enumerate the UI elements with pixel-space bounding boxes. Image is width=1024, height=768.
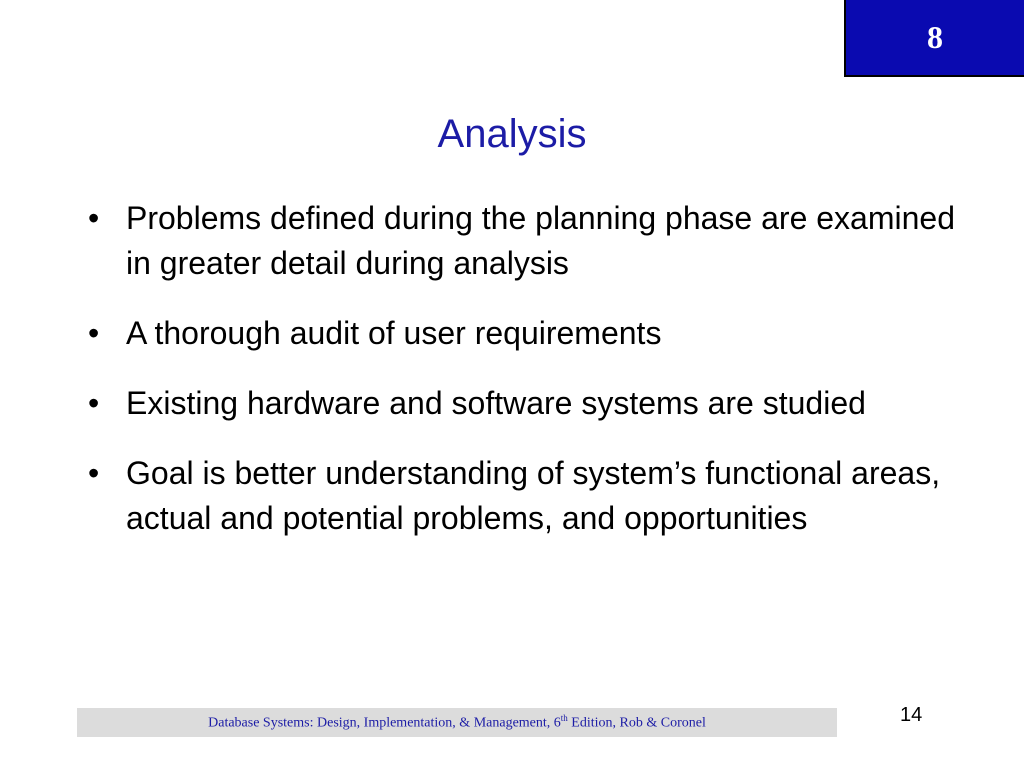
chapter-number: 8 — [927, 19, 943, 55]
bullet-icon: • — [88, 385, 100, 421]
bullet-text: Existing hardware and software systems are studied — [126, 385, 866, 421]
footer-superscript: th — [560, 713, 568, 724]
slide-title: Analysis — [437, 112, 587, 156]
footer-text-tail: Edition, Rob & Coronel — [567, 715, 706, 731]
chapter-badge — [844, 0, 1024, 77]
bullet-item — [82, 196, 962, 286]
footer-citation — [208, 713, 706, 732]
bullet-item — [82, 311, 962, 356]
page-number: 14 — [900, 704, 923, 726]
bullet-text: Goal is better understanding of system’s functional areas, actual and potential problems, and opportunities — [126, 455, 941, 536]
bullet-icon: • — [88, 455, 100, 491]
bullet-icon: • — [88, 315, 100, 351]
footer-bar — [77, 708, 837, 737]
footer-text-main: Database Systems: Design, Implementation, & Management, 6 — [208, 715, 561, 731]
bullet-text: A thorough audit of user requirements — [126, 315, 662, 351]
bullet-item — [82, 381, 962, 426]
bullet-icon: • — [88, 200, 100, 236]
bullet-list — [82, 196, 962, 566]
bullet-text: Problems defined during the planning phase are examined in greater detail during analysis — [126, 200, 955, 281]
bullet-item — [82, 451, 962, 541]
